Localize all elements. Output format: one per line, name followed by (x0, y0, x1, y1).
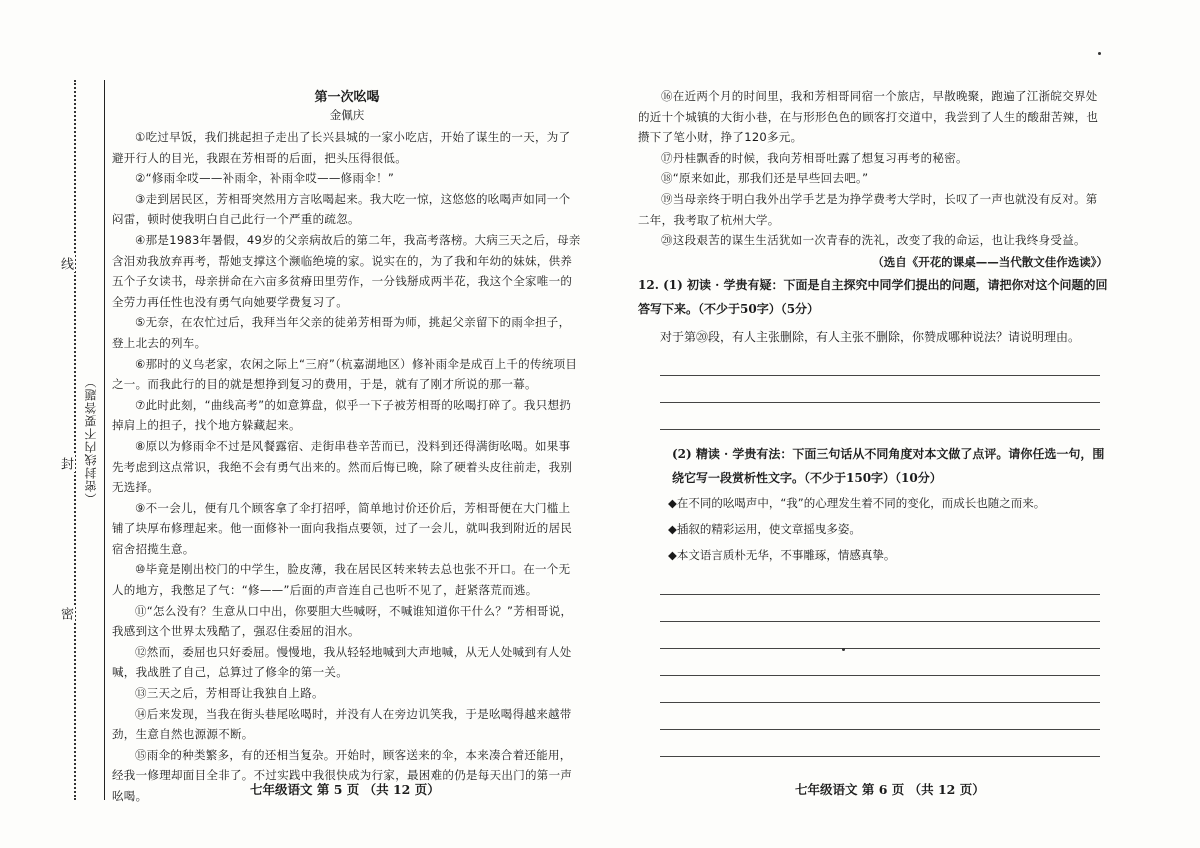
paragraph: ⑮雨伞的种类繁多，有的还相当复杂。开始时，顾客送来的伞，本来凑合着还能用，经我一修理却面目全非了。不过实践中我很快成为行家，最困难的仍是每天出门的第一声吆喝。 (112, 747, 573, 803)
article-title: 第一次吆喝 (314, 90, 380, 105)
paragraph: ⑯在近两个月的时间里，我和芳相哥同宿一个旅店，早散晚聚，跑遍了江浙皖交界处的近十个城镇的大街小巷，在与形形色色的顾客打交道中，我尝到了人生的酸甜苦辣，也攒下了笔小财，挣了120多元。 (638, 89, 1099, 145)
paragraph: ③走到居民区，芳相哥突然用方言吆喝起来。我大吃一惊，这悠悠的吆喝声如同一个闷雷，顿时使我明白自己此行一个严重的疏忽。 (112, 191, 571, 227)
paragraph: ⑧原以为修雨伞不过是风餐露宿、走街串巷辛苦而已，没料到还得满街吆喝。如果事先考虑到这点常识，我绝不会有勇气出来的。然而后悔已晚，除了硬着头皮往前走，我别无选择。 (112, 438, 573, 495)
answer-line[interactable] (660, 648, 1100, 649)
paragraph: ⑱“原来如此，那我们还是早些回去吧。” (661, 171, 869, 186)
answer-line[interactable] (660, 375, 1100, 376)
paragraph: ⑤无奈，在农忙过后，我拜当年父亲的徒弟芳相哥为师，挑起父亲留下的雨伞担子，登上北去的列车。 (112, 315, 571, 350)
paragraph: ④那是1983年暑假，49岁的父亲病故后的第二年，我高考落榜。大病三天之后，母亲含泪劝我放弃再考，帮她支撑这个濒临绝境的家。说实在的，为了我和年幼的妹妹，供养五个子女读书，母亲拼命在六亩多贫瘠田里劳作，一分钱掰成两半花，我这个全家唯一的全劳力再任性也没有勇气向她要学费复习了。 (112, 232, 581, 309)
part-label: (1) 初读 · 学贵有疑： (663, 277, 784, 292)
answer-line[interactable] (660, 675, 1100, 676)
margin-rule (104, 80, 105, 800)
article-source: （选自《开花的课桌——当代散文佳作选读》） (872, 254, 1108, 269)
paragraph: ⑳这段艰苦的谋生生活犹如一次青春的洗礼，改变了我的命运，也让我终身受益。 (661, 233, 1086, 248)
part-prompt: 下面三句话从不同角度对本文做了点评。请你任选一句，围绕它写一段赏析性文字。（不少于150字）（10分） (672, 446, 1105, 485)
paragraph: ⑬三天之后，芳相哥让我独自上路。 (135, 686, 324, 701)
paragraph: ⑦此时此刻，“曲线高考”的如意算盘，似乎一下子被芳相哥的吆喝打碎了。我只想扔掉肩上的担子，找个地方躲藏起来。 (112, 397, 572, 433)
article-author: 金佩庆 (329, 108, 365, 122)
seal-label-close: 密 (58, 607, 73, 620)
paragraph: ⑪“怎么没有？生意从口中出，你要胆大些喊呀，不喊谁知道你干什么？”芳相哥说，我感到这个世界太残酷了，强忍住委屈的泪水。 (112, 603, 573, 639)
answer-line[interactable] (660, 429, 1100, 430)
page-5-footer: 七年级语文 第 5 页 （共 12 页） (250, 782, 440, 797)
comment-option: ◆插叙的精彩运用，使文章摇曳多姿。 (668, 521, 861, 536)
comment-option: ◆在不同的吆喝声中，“我”的心理发生着不同的变化，而成长也随之而来。 (668, 495, 1046, 510)
question-12-part-1 (638, 273, 1108, 321)
part-prompt: 下面是自主探究中同学们提出的问题，请把你对这个问题的回答写下来。（不少于50字）（5分） (638, 277, 1108, 316)
paragraph: ⑭后来发现，当我在街头巷尾吆喝时，并没有人在旁边讥笑我，于是吆喝得越来越带劲，生意自然也源源不断。 (112, 706, 572, 742)
answer-line[interactable] (660, 594, 1100, 595)
answer-line[interactable] (660, 702, 1100, 703)
seal-label-seal: 封 (58, 457, 73, 470)
paragraph: ⑨不一会儿，便有几个顾客拿了伞打招呼，简单地讨价还价后，芳相哥便在大门槛上铺了块厚布修理起来。他一面修补一面向我指点要领，过了一会儿，就叫我到附近的居民宿舍招揽生意。 (112, 500, 573, 556)
page-6-footer: 七年级语文 第 6 页 （共 12 页） (795, 782, 985, 797)
seal-note: （密封线内不要答题） (84, 375, 98, 505)
page-6 (638, 86, 1108, 757)
scan-speck (842, 648, 845, 651)
comment-option: ◆本文语言质朴无华，不事雕琢，情感真挚。 (668, 547, 896, 562)
paragraph: ⑩毕竟是刚出校门的中学生，脸皮薄，我在居民区转来转去总也张不开口。在一个无人的地方，我憋足了气：“修——”后面的声音连自己也听不见了，赶紧落荒而逃。 (112, 562, 571, 598)
binding-margin (0, 0, 108, 848)
question-12-part-2 (638, 442, 1108, 490)
seal-dotted-line (74, 80, 76, 800)
scan-speck (1098, 52, 1101, 55)
seal-label-line: 线 (58, 257, 73, 270)
answer-line[interactable] (660, 402, 1100, 403)
answer-line[interactable] (660, 621, 1100, 622)
page-5 (112, 86, 582, 807)
paragraph: ⑰丹桂飘香的时候，我向芳相哥吐露了想复习再考的秘密。 (661, 150, 968, 165)
answer-line[interactable] (660, 756, 1100, 757)
paragraph: ⑥那时的义乌老家，农闲之际上“三府”（杭嘉湖地区）修补雨伞是成百上千的传统项目之一。而我此行的目的就是想挣到复习的费用，于是，就有了刚才所说的那一幕。 (112, 356, 578, 392)
question-12-part-1-question: 对于第⑳段，有人主张删除，有人主张不删除，你赞成哪种说法？请说明理由。 (660, 329, 1081, 344)
paragraph: ①吃过早饭，我们挑起担子走出了长兴县城的一家小吃店，开始了谋生的一天，为了避开行人的目光，我跟在芳相哥的后面，把头压得很低。 (112, 130, 571, 165)
paragraph: ②“修雨伞哎——补雨伞，补雨伞哎——修雨伞！” (135, 171, 395, 186)
paragraph: ⑫然而，委屈也只好委屈。慢慢地，我从轻轻地喊到大声地喊，从无人处喊到有人处喊，我战胜了自己，总算过了修伞的第一关。 (112, 644, 572, 680)
question-number: 12. (638, 277, 659, 292)
paragraph: ⑲当母亲终于明白我外出学手艺是为挣学费考大学时，长叹了一声也就没有反对。第二年，我考取了杭州大学。 (638, 191, 1098, 227)
answer-line[interactable] (660, 729, 1100, 730)
part-label: (2) 精读 · 学贵有法： (672, 446, 793, 461)
